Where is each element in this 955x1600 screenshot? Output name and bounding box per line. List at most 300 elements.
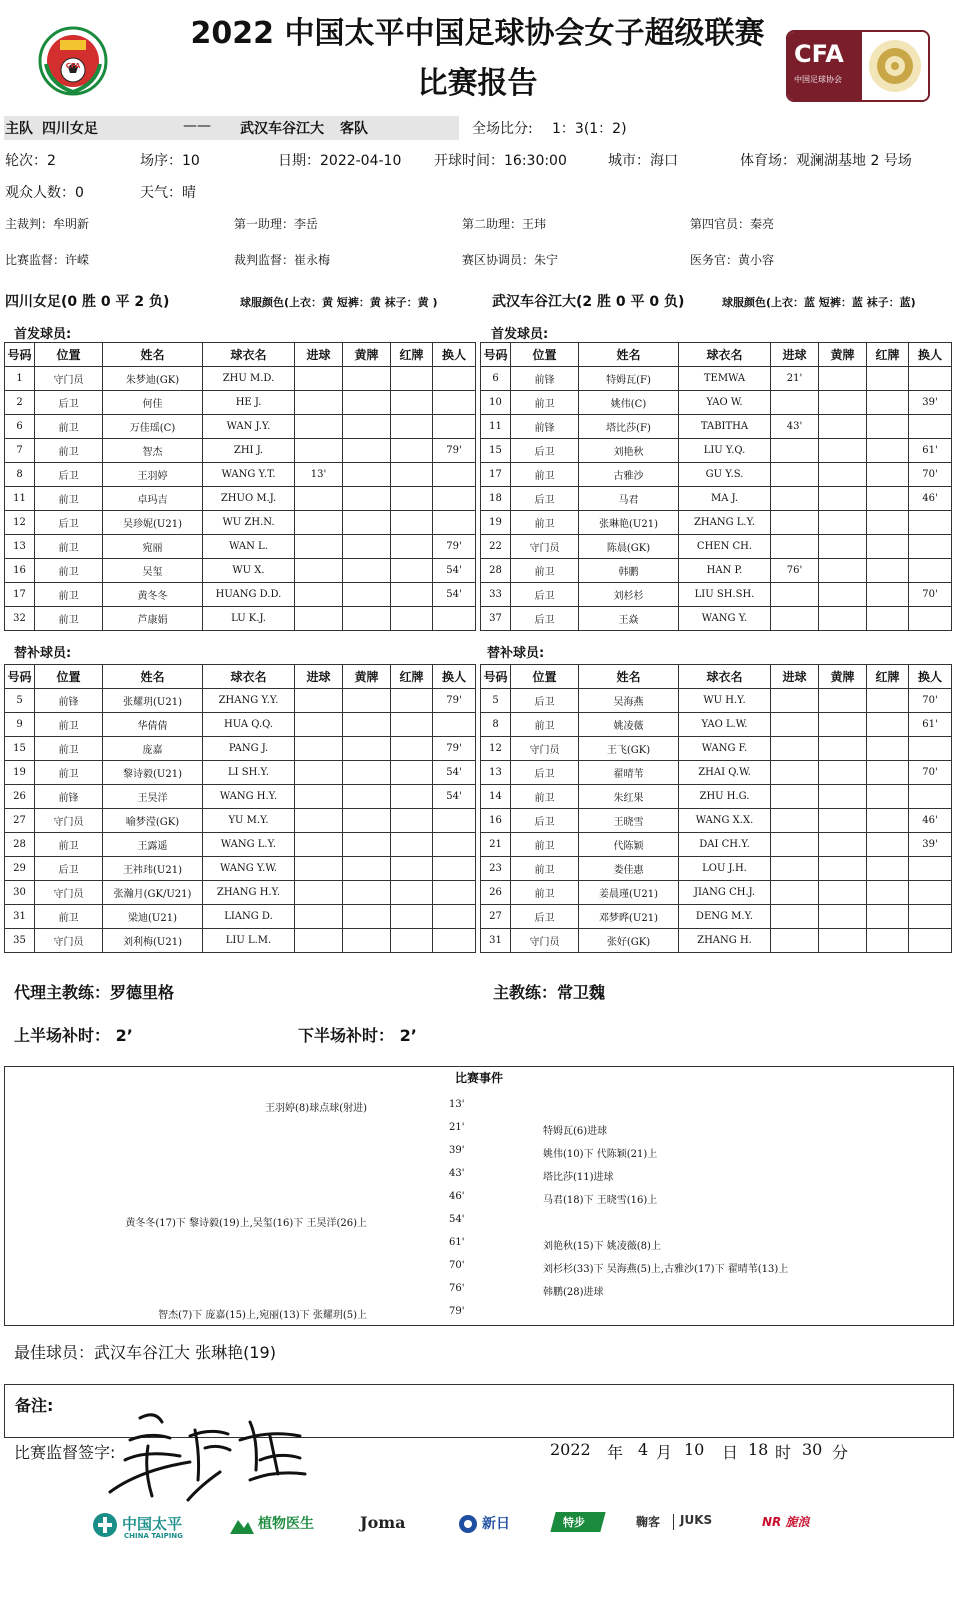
cell-shirt-name: WAN J.Y. (203, 415, 295, 439)
event-minute: 79' (449, 1306, 465, 1317)
cell-red-cards (391, 463, 433, 487)
cell-yellow-cards (819, 511, 867, 535)
cell-position: 后卫 (511, 689, 579, 713)
cell-number: 22 (481, 535, 511, 559)
cfa-emblem-text: CFA (65, 62, 81, 70)
cell-position: 后卫 (511, 439, 579, 463)
cell-red-cards (867, 463, 909, 487)
table-row (5, 809, 476, 833)
table-row (481, 857, 952, 881)
cell-name: 王祎玮(U21) (103, 857, 203, 881)
table-row (481, 535, 952, 559)
event-away-text: 塔比莎(11)进球 (543, 1172, 614, 1183)
cell-red-cards (391, 881, 433, 905)
cell-position: 前卫 (511, 857, 579, 881)
cell-substitution (909, 881, 952, 905)
table-row (5, 785, 476, 809)
home-kit-colors: 球服颜色(上衣：黄 短裤：黄 袜子：黄 ) (240, 296, 438, 309)
cell-red-cards (391, 415, 433, 439)
cell-goals (771, 929, 819, 953)
table-row (5, 391, 476, 415)
sign-day: 10 (684, 1440, 705, 1459)
cell-shirt-name: ZHANG Y.Y. (203, 689, 295, 713)
cell-number: 28 (481, 559, 511, 583)
fourth-official: 第四官员：秦亮 (690, 217, 775, 231)
cell-red-cards (391, 535, 433, 559)
cell-substitution (433, 487, 476, 511)
event-away-text: 刘杉杉(33)下 吴海燕(5)上,古雅沙(17)下 翟晴苇(13)上 (543, 1264, 789, 1275)
cell-red-cards (867, 809, 909, 833)
cell-number: 5 (5, 689, 35, 713)
cell-position: 后卫 (35, 463, 103, 487)
cell-goals (771, 737, 819, 761)
cell-position: 前卫 (511, 559, 579, 583)
cell-goals (295, 583, 343, 607)
cell-red-cards (867, 559, 909, 583)
cell-position: 前锋 (511, 415, 579, 439)
cell-position: 守门员 (35, 881, 103, 905)
cell-substitution (433, 905, 476, 929)
cell-substitution (433, 809, 476, 833)
cell-goals (295, 713, 343, 737)
column-header-position: 位置 (511, 343, 579, 367)
cell-red-cards (867, 833, 909, 857)
cell-yellow-cards (343, 391, 391, 415)
cell-number: 10 (481, 391, 511, 415)
sign-month: 4 (638, 1440, 649, 1459)
cell-substitution (909, 785, 952, 809)
cell-name: 张琳艳(U21) (579, 511, 679, 535)
cell-goals (295, 607, 343, 631)
away-kit-colors: 球服颜色(上衣：蓝 短裤：蓝 袜子：蓝) (722, 296, 916, 309)
cell-position: 前卫 (511, 785, 579, 809)
cell-red-cards (391, 737, 433, 761)
cell-number: 6 (481, 367, 511, 391)
cell-yellow-cards (819, 535, 867, 559)
column-header-goals: 进球 (771, 343, 819, 367)
cell-shirt-name: WANG L.Y. (203, 833, 295, 857)
cell-goals: 43' (771, 415, 819, 439)
column-header-red-cards: 红牌 (391, 665, 433, 689)
cell-number: 31 (481, 929, 511, 953)
event-home-text: 王羽婷(8)球点球(射进) (265, 1103, 367, 1114)
cell-substitution (433, 929, 476, 953)
table-row (481, 785, 952, 809)
cell-substitution (909, 535, 952, 559)
cell-shirt-name: WU H.Y. (679, 689, 771, 713)
cfa-brand-subtext: 中国足球协会 (794, 75, 842, 84)
cell-yellow-cards (819, 809, 867, 833)
cell-name: 邓梦晔(U21) (579, 905, 679, 929)
sign-day-unit: 日 (722, 1443, 739, 1462)
cell-goals (771, 583, 819, 607)
column-header-number: 号码 (5, 343, 35, 367)
referee: 主裁判：牟明新 (5, 217, 90, 231)
city: 城市：海口 (608, 153, 678, 169)
cell-shirt-name: LOU J.H. (679, 857, 771, 881)
cell-substitution (909, 559, 952, 583)
sign-hour: 18 (748, 1440, 769, 1459)
event-away-text: 马君(18)下 王晓雪(16)上 (543, 1195, 658, 1206)
cell-yellow-cards (343, 583, 391, 607)
cell-name: 刘艳秋 (579, 439, 679, 463)
table-row (481, 439, 952, 463)
cell-red-cards (867, 905, 909, 929)
event-away-text: 刘艳秋(15)下 姚凌薇(8)上 (543, 1241, 661, 1252)
cell-shirt-name: PANG J. (203, 737, 295, 761)
home-team-record: 四川女足(0 胜 0 平 2 负) (5, 294, 170, 310)
cell-substitution: 79' (433, 737, 476, 761)
event-minute: 54' (449, 1214, 465, 1225)
column-header-yellow-cards: 黄牌 (343, 665, 391, 689)
cell-yellow-cards (343, 881, 391, 905)
cell-red-cards (391, 367, 433, 391)
cell-red-cards (391, 559, 433, 583)
cell-shirt-name: YAO L.W. (679, 713, 771, 737)
cell-number: 11 (5, 487, 35, 511)
cell-substitution (909, 929, 952, 953)
sponsor-xinri: 新日 (482, 1516, 510, 1532)
cell-goals (771, 809, 819, 833)
cell-shirt-name: ZHANG H. (679, 929, 771, 953)
cell-position: 守门员 (35, 809, 103, 833)
cell-red-cards (391, 583, 433, 607)
cell-substitution: 39' (909, 391, 952, 415)
column-header-shirt-name: 球衣名 (679, 665, 771, 689)
event-minute: 43' (449, 1168, 465, 1179)
home-starters-label: 首发球员: (14, 327, 72, 342)
home-team-name: 四川女足 (42, 121, 98, 137)
column-header-red-cards: 红牌 (391, 343, 433, 367)
cell-shirt-name: HUA Q.Q. (203, 713, 295, 737)
cell-goals (295, 737, 343, 761)
cell-number: 11 (481, 415, 511, 439)
cell-position: 守门员 (511, 535, 579, 559)
cell-shirt-name: ZHUO M.J. (203, 487, 295, 511)
venue-coordinator: 赛区协调员：朱宁 (462, 253, 559, 267)
cell-shirt-name: CHEN CH. (679, 535, 771, 559)
sponsor-jukes: 鞠客 (636, 1515, 661, 1529)
cell-red-cards (867, 511, 909, 535)
event-away-text: 韩鹏(28)进球 (543, 1287, 604, 1298)
cell-name: 王晓雪 (579, 809, 679, 833)
cell-number: 15 (481, 439, 511, 463)
cell-name: 黎诗毅(U21) (103, 761, 203, 785)
match-date: 日期：2022-04-10 (278, 153, 402, 169)
table-row (481, 689, 952, 713)
table-row (481, 559, 952, 583)
cell-number: 37 (481, 607, 511, 631)
cell-substitution (909, 415, 952, 439)
cell-position: 前锋 (35, 689, 103, 713)
cell-position: 前卫 (35, 713, 103, 737)
cell-shirt-name: HAN P. (679, 559, 771, 583)
table-row (5, 511, 476, 535)
cell-shirt-name: MA J. (679, 487, 771, 511)
cell-yellow-cards (343, 487, 391, 511)
cell-goals (295, 415, 343, 439)
sponsor-china-taiping: 中国太平 (122, 1515, 183, 1533)
second-half-stoppage: 下半场补时： 2’ (298, 1026, 417, 1045)
event-home-text: 智杰(7)下 庞嘉(15)上,宛丽(13)下 张耀玥(5)上 (158, 1310, 367, 1321)
cell-position: 后卫 (35, 857, 103, 881)
table-row (5, 689, 476, 713)
cell-shirt-name: ZHAI Q.W. (679, 761, 771, 785)
cell-shirt-name: ZHANG H.Y. (203, 881, 295, 905)
round-info: 轮次：2 (5, 153, 56, 169)
away-subs-label: 替补球员: (487, 646, 545, 661)
cell-position: 前卫 (35, 487, 103, 511)
cell-shirt-name: TABITHA (679, 415, 771, 439)
cell-name: 黄冬冬 (103, 583, 203, 607)
cell-shirt-name: LI SH.Y. (203, 761, 295, 785)
home-subs-label: 替补球员: (14, 646, 72, 661)
cell-position: 守门员 (511, 929, 579, 953)
first-half-stoppage: 上半场补时： 2’ (14, 1026, 133, 1045)
cell-red-cards (867, 689, 909, 713)
cell-position: 前卫 (35, 535, 103, 559)
table-row (481, 607, 952, 631)
event-away-text: 特姆瓦(6)进球 (543, 1126, 608, 1137)
score-label: 全场比分: (472, 121, 533, 137)
best-player: 最佳球员：武汉车谷江大 张琳艳(19) (14, 1343, 276, 1362)
home-coach: 代理主教练：罗德里格 (14, 983, 175, 1002)
cell-red-cards (867, 487, 909, 511)
cell-name: 王昊洋 (103, 785, 203, 809)
cell-goals (771, 487, 819, 511)
cell-red-cards (391, 607, 433, 631)
sign-year: 2022 (550, 1440, 591, 1459)
cell-yellow-cards (819, 487, 867, 511)
sponsor-zhiwuyisheng: 植物医生 (258, 1516, 314, 1532)
away-team-record: 武汉车谷江大(2 胜 0 平 0 负) (492, 294, 685, 310)
cell-goals (295, 487, 343, 511)
cell-goals (295, 857, 343, 881)
assistant-referee-2: 第二助理：王玮 (462, 217, 547, 231)
cell-yellow-cards (819, 439, 867, 463)
table-row (5, 905, 476, 929)
cell-goals (771, 785, 819, 809)
cell-red-cards (391, 439, 433, 463)
cell-position: 前卫 (35, 607, 103, 631)
cell-yellow-cards (343, 809, 391, 833)
match-commissioner: 比赛监督：许嵘 (5, 253, 90, 267)
table-row (481, 881, 952, 905)
cell-number: 30 (5, 881, 35, 905)
cell-red-cards (867, 713, 909, 737)
cell-yellow-cards (819, 881, 867, 905)
column-header-number: 号码 (5, 665, 35, 689)
away-subs-table (480, 664, 952, 953)
cell-number: 12 (5, 511, 35, 535)
cell-name: 王羽婷 (103, 463, 203, 487)
cell-number: 16 (481, 809, 511, 833)
cell-substitution: 70' (909, 463, 952, 487)
column-header-name: 姓名 (579, 665, 679, 689)
cell-shirt-name: WANG F. (679, 737, 771, 761)
cell-substitution (433, 511, 476, 535)
cell-shirt-name: WU X. (203, 559, 295, 583)
cell-substitution: 46' (909, 809, 952, 833)
cell-goals (295, 689, 343, 713)
cell-goals (771, 607, 819, 631)
cell-name: 张好(GK) (579, 929, 679, 953)
cell-goals: 21' (771, 367, 819, 391)
cell-goals (295, 929, 343, 953)
sponsor-tebu: 特步 (563, 1516, 585, 1529)
table-row (481, 737, 952, 761)
table-row (481, 809, 952, 833)
cell-yellow-cards (819, 559, 867, 583)
cell-substitution (433, 391, 476, 415)
cell-yellow-cards (343, 439, 391, 463)
away-starters-label: 首发球员: (491, 327, 549, 342)
cell-name: 吴珍妮(U21) (103, 511, 203, 535)
cell-position: 前锋 (35, 785, 103, 809)
cell-yellow-cards (819, 607, 867, 631)
attendance: 观众人数：0 (5, 185, 84, 201)
away-team-name: 武汉车谷江大 (240, 121, 324, 137)
cell-yellow-cards (343, 929, 391, 953)
cell-goals (295, 809, 343, 833)
event-home-text: 黄冬冬(17)下 黎诗毅(19)上,吴玺(16)下 王昊洋(26)上 (125, 1218, 367, 1229)
cell-position: 前卫 (35, 559, 103, 583)
cell-position: 前卫 (35, 905, 103, 929)
event-minute: 76' (449, 1283, 465, 1294)
table-header-row (481, 665, 952, 689)
table-row (481, 905, 952, 929)
cell-substitution (433, 367, 476, 391)
cell-shirt-name: YU M.Y. (203, 809, 295, 833)
column-header-name: 姓名 (103, 343, 203, 367)
mountain-icon (230, 1516, 254, 1534)
cell-substitution: 54' (433, 761, 476, 785)
table-row (5, 583, 476, 607)
cell-number: 29 (5, 857, 35, 881)
table-row (5, 367, 476, 391)
table-row (5, 737, 476, 761)
cell-yellow-cards (819, 833, 867, 857)
cell-goals (295, 833, 343, 857)
cell-substitution (909, 737, 952, 761)
column-header-shirt-name: 球衣名 (203, 343, 295, 367)
sign-month-unit: 月 (656, 1443, 673, 1462)
medical-officer: 医务官：黄小容 (690, 253, 775, 267)
cell-yellow-cards (343, 857, 391, 881)
cell-substitution (433, 881, 476, 905)
team-separator: —— (183, 118, 211, 134)
cell-yellow-cards (819, 463, 867, 487)
table-row (5, 559, 476, 583)
column-header-number: 号码 (481, 665, 511, 689)
cell-shirt-name: WAN L. (203, 535, 295, 559)
final-score: 1：3(1：2) (552, 121, 627, 137)
cell-number: 21 (481, 833, 511, 857)
cell-name: 张耀玥(U21) (103, 689, 203, 713)
cell-yellow-cards (343, 559, 391, 583)
cell-red-cards (391, 833, 433, 857)
cell-shirt-name: GU Y.S. (679, 463, 771, 487)
signature-label: 比赛监督签字: (14, 1443, 116, 1462)
cell-shirt-name: ZHANG L.Y. (679, 511, 771, 535)
cell-substitution: 79' (433, 535, 476, 559)
cell-yellow-cards (343, 761, 391, 785)
cell-position: 后卫 (511, 583, 579, 607)
cell-goals (771, 391, 819, 415)
table-row (5, 439, 476, 463)
cell-name: 王焱 (579, 607, 679, 631)
cell-position: 前卫 (511, 463, 579, 487)
cell-goals (771, 713, 819, 737)
cell-goals (295, 511, 343, 535)
column-header-red-cards: 红牌 (867, 343, 909, 367)
cell-name: 吴海燕 (579, 689, 679, 713)
weather: 天气：晴 (140, 185, 196, 201)
cell-name: 刘杉杉 (579, 583, 679, 607)
table-row (481, 367, 952, 391)
cell-red-cards (867, 391, 909, 415)
column-header-goals: 进球 (771, 665, 819, 689)
cell-red-cards (391, 785, 433, 809)
cell-name: 翟晴苇 (579, 761, 679, 785)
column-header-name: 姓名 (579, 343, 679, 367)
cell-substitution: 61' (909, 713, 952, 737)
sign-hour-unit: 时 (775, 1443, 792, 1462)
sign-minute: 30 (802, 1440, 823, 1459)
column-header-goals: 进球 (295, 665, 343, 689)
cell-goals (295, 881, 343, 905)
cell-number: 9 (5, 713, 35, 737)
table-row (481, 761, 952, 785)
table-row (481, 415, 952, 439)
cell-shirt-name: HE J. (203, 391, 295, 415)
cell-position: 前卫 (511, 833, 579, 857)
cell-substitution (909, 857, 952, 881)
cell-number: 31 (5, 905, 35, 929)
cell-position: 后卫 (35, 511, 103, 535)
cell-substitution: 54' (433, 583, 476, 607)
cell-goals (295, 559, 343, 583)
cell-shirt-name: WANG Y. (679, 607, 771, 631)
cell-number: 19 (481, 511, 511, 535)
cell-position: 后卫 (511, 905, 579, 929)
cell-yellow-cards (343, 535, 391, 559)
cell-name: 卓玛吉 (103, 487, 203, 511)
rose-emblem-icon (862, 32, 928, 100)
table-row (481, 833, 952, 857)
table-row (481, 511, 952, 535)
cell-number: 8 (481, 713, 511, 737)
cell-yellow-cards (343, 737, 391, 761)
cell-substitution: 54' (433, 559, 476, 583)
table-row (5, 463, 476, 487)
cell-position: 守门员 (35, 367, 103, 391)
cell-name: 何佳 (103, 391, 203, 415)
cell-number: 7 (5, 439, 35, 463)
cell-yellow-cards (819, 415, 867, 439)
cell-substitution (433, 463, 476, 487)
column-header-goals: 进球 (295, 343, 343, 367)
cell-shirt-name: HUANG D.D. (203, 583, 295, 607)
column-header-shirt-name: 球衣名 (679, 343, 771, 367)
event-minute: 21' (449, 1122, 465, 1133)
cell-number: 17 (5, 583, 35, 607)
event-minute: 46' (449, 1191, 465, 1202)
cell-number: 14 (481, 785, 511, 809)
cell-position: 前卫 (511, 881, 579, 905)
cell-name: 代陈颖 (579, 833, 679, 857)
event-minute: 70' (449, 1260, 465, 1271)
